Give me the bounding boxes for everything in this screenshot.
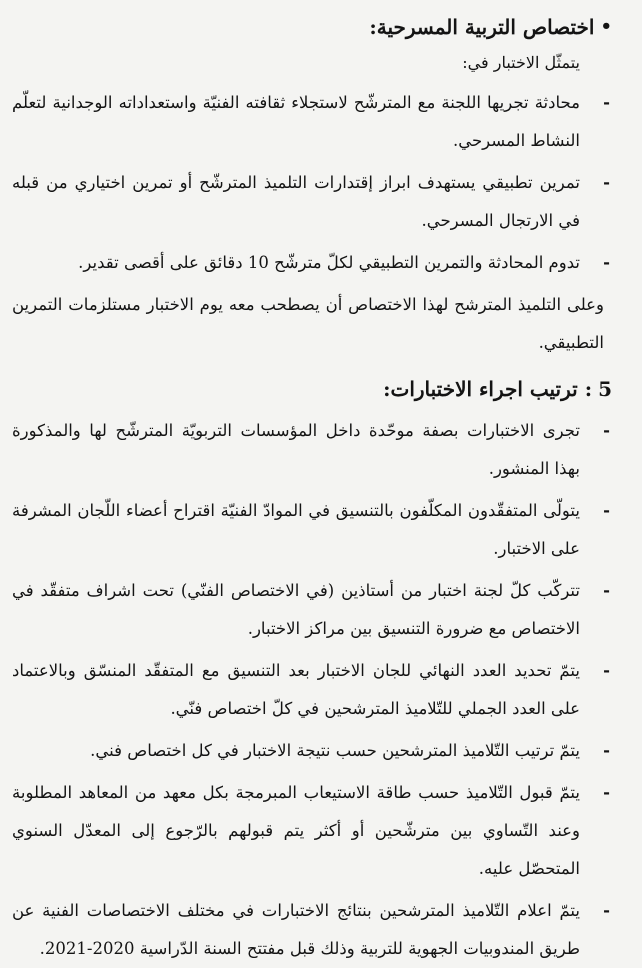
section-2-number: 5 — [598, 377, 612, 401]
section-1-heading — [12, 10, 612, 44]
section-1-list — [12, 84, 612, 282]
list-item: - تجرى الاختبارات بصفة موحّدة داخل المؤسسات التربويّة المترشّح لها والمذكورة بهذا المنشور. — [12, 421, 610, 478]
list-item: - تتركّب كلّ لجنة اختبار من أستاذين (في الاختصاص الفنّي) تحت اشراف متفقّد في الاختصاص مع ضرورة التنسيق بين مراكز الاختبار. — [12, 581, 610, 638]
list-item: - يتمّ تحديد العدد النهائي للجان الاختبار بعد التنسيق مع المتفقّد المنسّق وبالاعتماد على العدد الجملي للتّلاميذ المترشحين في كلّ اختصاص فنّي. — [12, 661, 610, 718]
section-1-closing: وعلى التلميذ المترشح لهذا الاختصاص أن يصطحب معه يوم الاختبار مستلزمات التمرين التطبيقي. — [12, 295, 604, 352]
section-1-intro: يتمثّل الاختبار في: — [462, 53, 580, 72]
list-item: - يتمّ ترتيب التّلاميذ المترشحين حسب نتيجة الاختبار في كل اختصاص فني. — [90, 741, 610, 760]
section-1-title: اختصاص التربية المسرحية: — [369, 15, 595, 39]
section-2-list — [12, 412, 612, 968]
list-item: - تدوم المحادثة والتمرين التطبيقي لكلّ مترشّح 10 دقائق على أقصى تقدير. — [78, 253, 610, 272]
list-item: - يتولّى المتفقّدون المكلّفون بالتنسيق في الموادّ الفنيّة اقتراح أعضاء اللّجان المشرفة على الاختبار. — [12, 501, 610, 558]
bullet-marker: • — [600, 16, 612, 37]
list-item: - تمرين تطبيقي يستهدف ابراز إقتدارات التلميذ المترشّح أو تمرين اختياري من قبله في الارتجال المسرحي. — [12, 173, 610, 230]
list-item: - محادثة تجريها اللجنة مع المترشّح لاستجلاء ثقافته الفنيّة واستعداداته الوجدانية لتعلّم النشاط المسرحي. — [12, 93, 610, 150]
list-item: - يتمّ اعلام التّلاميذ المترشحين بنتائج الاختبارات في مختلف الاختصاصات الفنية عن طريق المندوبيات الجهوية للتربية وذلك قبل مفتتح السنة الدّراسية 2020-2021. — [12, 901, 610, 958]
section-2-title: : ترتيب اجراء الاختبارات: — [383, 377, 593, 401]
section-2-heading — [12, 372, 612, 406]
list-item: - يتمّ قبول التّلاميذ حسب طاقة الاستيعاب المبرمجة بكل معهد من المعاهد المطلوبة وعند التّساوي بين مترشّحين أو أكثر يتم قبولهم بالرّجوع إلى المعدّل السنوي المتحصّل عليه. — [12, 783, 610, 878]
